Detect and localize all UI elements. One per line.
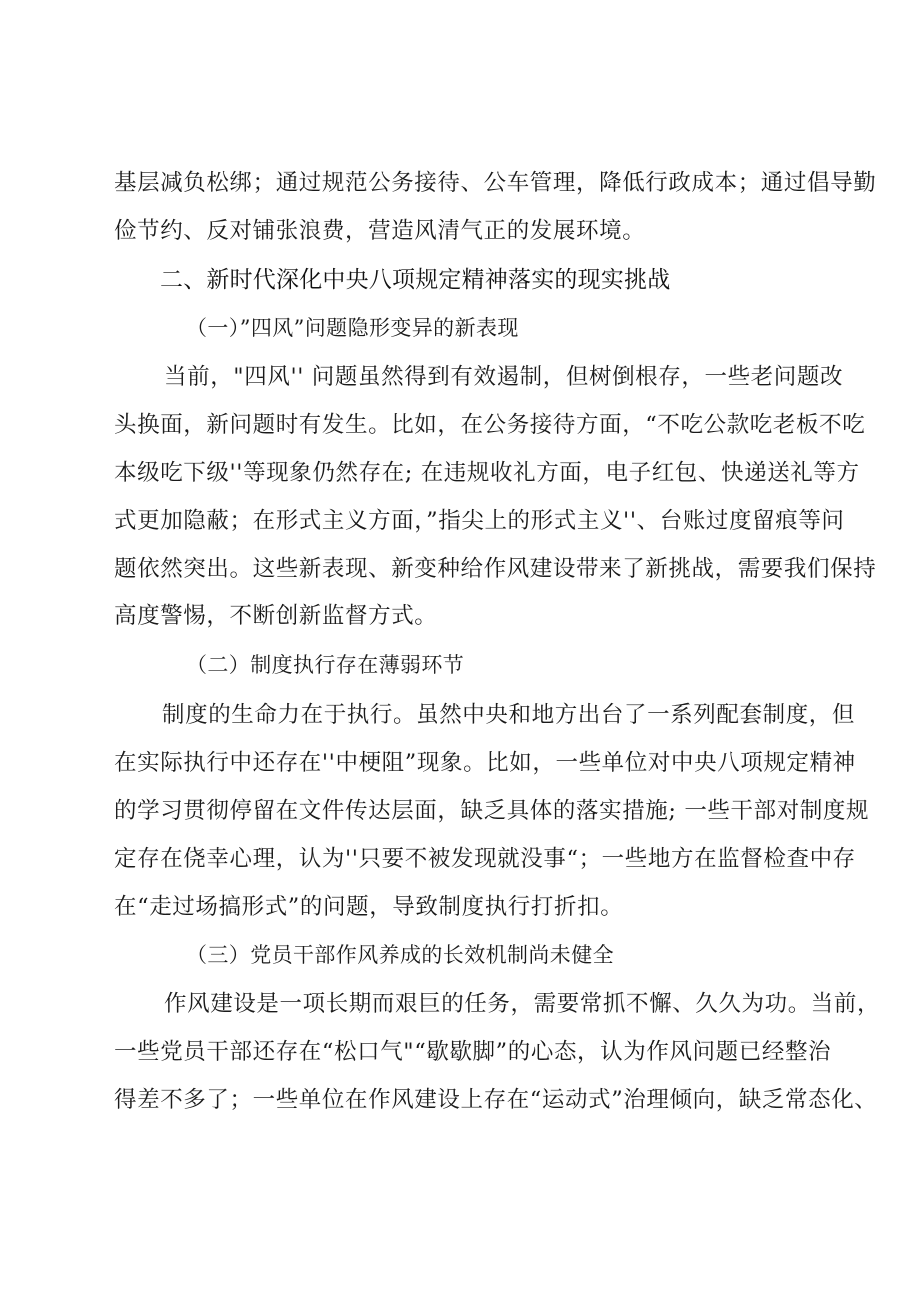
subsection-heading: （二）制度执行存在薄弱环节 bbox=[186, 653, 465, 677]
paragraph-line: 本级吃下级''等现象仍然存在; 在违规收礼方面，电子红包、快递送礼等方 bbox=[114, 460, 860, 486]
subsection-heading: （一）”四风”问题隐形变异的新表现 bbox=[186, 316, 519, 340]
paragraph-line: 俭节约、反对铺张浪费，营造风清气正的发展环境。 bbox=[114, 218, 646, 244]
paragraph-line: 一些党员干部还存在“松口气"“歇歇脚”的心态，认为作风问题已经整治 bbox=[114, 1039, 832, 1065]
paragraph-line: 制度的生命力在于执行。虽然中央和地方出台了一系列配套制度，但 bbox=[162, 702, 856, 728]
paragraph-line: 基层减负松绑；通过规范公务接待、公车管理，降低行政成本；通过倡导勤 bbox=[114, 170, 877, 196]
paragraph-line: 的学习贯彻停留在文件传达层面，缺乏具体的落实措施; 一些干部对制度规 bbox=[114, 798, 870, 824]
subsection-heading: （三）党员干部作风养成的长效机制尚未健全 bbox=[186, 943, 614, 967]
paragraph-line: 当前，"四风'' 问题虽然得到有效遏制，但树倒根存，一些老问题改 bbox=[164, 364, 844, 390]
paragraph-line: 高度警惕，不断创新监督方式。 bbox=[114, 603, 438, 629]
paragraph-line: 式更加隐蔽；在形式主义方面，”指尖上的形式主义''、台账过度留痕等问 bbox=[114, 508, 845, 534]
paragraph-line: 在“走过场搞形式”的问题，导致制度执行打折扣。 bbox=[114, 894, 624, 920]
paragraph-line: 得差不多了；一些单位在作风建设上存在“运动式”治理倾向，缺乏常态化、 bbox=[114, 1087, 878, 1113]
paragraph-line: 题依然突出。这些新表现、新变种给作风建设带来了新挑战，需要我们保持 bbox=[114, 556, 877, 582]
paragraph-line: 作风建设是一项长期而艰巨的任务，需要常抓不懈、久久为功。当前， bbox=[164, 991, 881, 1017]
paragraph-line: 定存在侥幸心理，认为''只要不被发现就没事“；一些地方在监督检查中存 bbox=[114, 846, 856, 872]
section-title: 二、新时代深化中央八项规定精神落实的现实挑战 bbox=[160, 267, 671, 293]
paragraph-line: 头换面，新问题时有发生。比如，在公务接待方面，“不吃公款吃老板不吃 bbox=[114, 412, 866, 438]
paragraph-line: 在实际执行中还存在''中梗阻”现象。比如，一些单位对中央八项规定精神 bbox=[114, 750, 856, 776]
